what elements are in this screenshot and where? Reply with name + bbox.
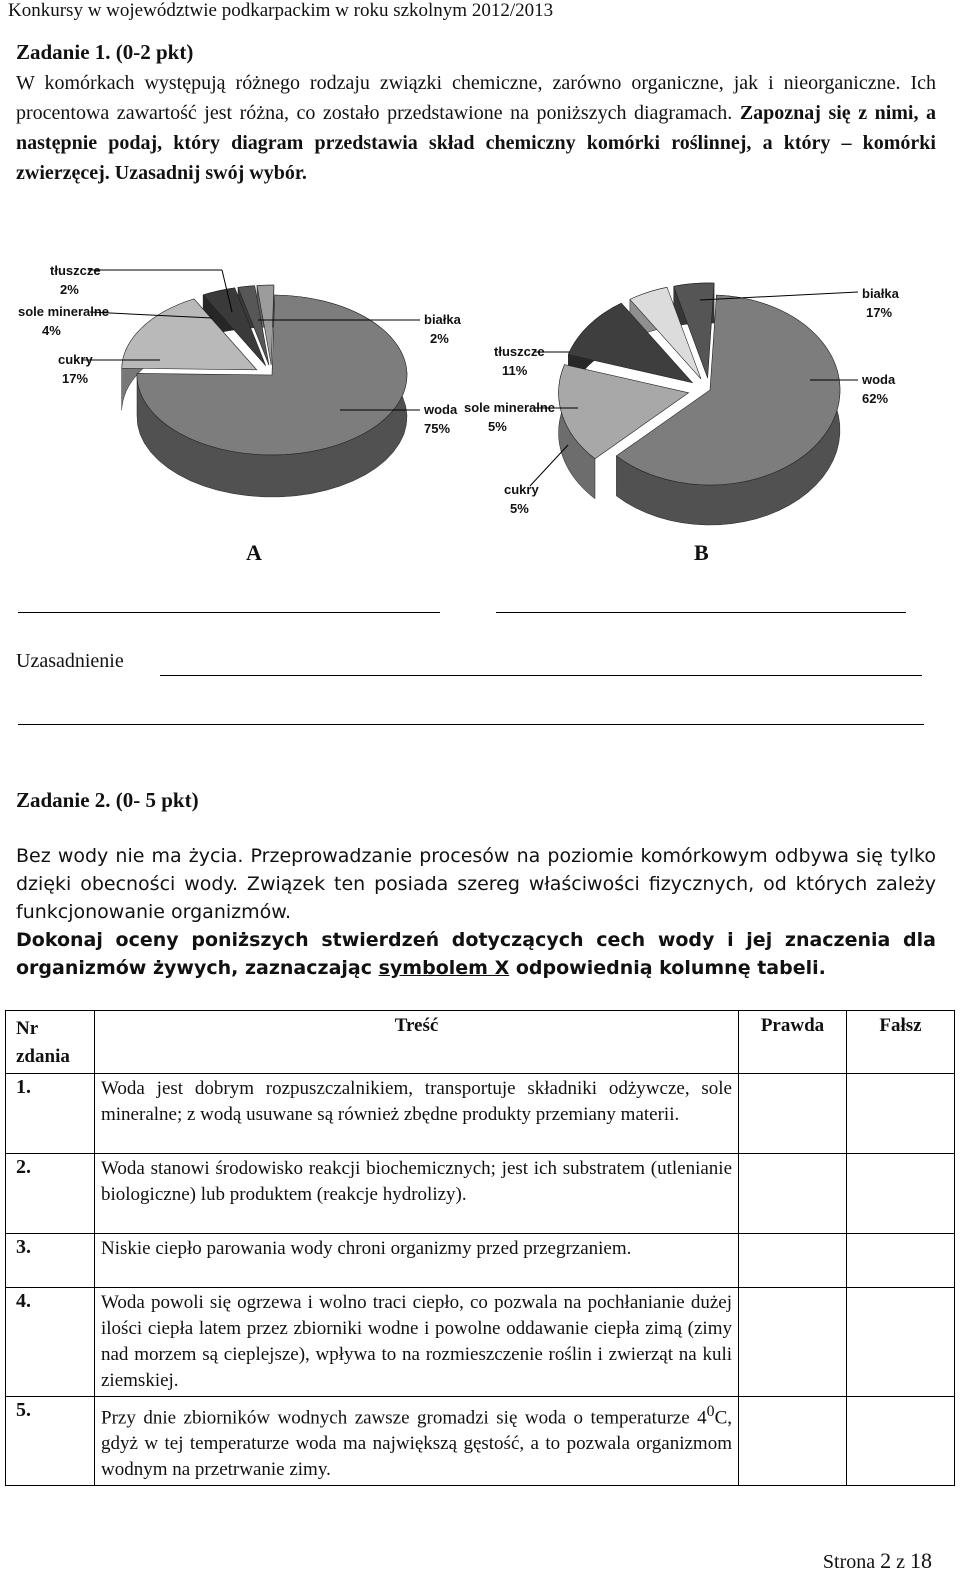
task2-paragraph <box>16 842 936 982</box>
row-number: 4. <box>6 1288 95 1397</box>
table-row <box>6 1288 955 1397</box>
footer-separator: z <box>896 1551 905 1573</box>
table-header-row <box>6 1011 955 1074</box>
footer-current-page: 2 <box>880 1548 892 1573</box>
footer-total-pages: 18 <box>910 1548 932 1573</box>
pie-b-label-sole-name: sole mineralne <box>464 400 556 415</box>
row-number: 3. <box>6 1234 95 1288</box>
page-header: Konkursy w województwie podkarpackim w roku szkolnym 2012/2013 <box>8 0 554 21</box>
true-cell[interactable] <box>739 1234 847 1288</box>
task1-title: Zadanie 1. (0-2 pkt) <box>16 40 194 64</box>
pie-a-label-bialka-value: 2% <box>430 331 449 346</box>
answer-line-a[interactable] <box>18 612 440 613</box>
header-nr: Nr zdania <box>6 1011 95 1074</box>
pie-b-label-tluszcze-value: 11% <box>502 363 528 378</box>
pie-a-label-sole-name: sole mineralne <box>18 304 110 319</box>
true-cell[interactable] <box>739 1074 847 1154</box>
pie-b-label-bialka-name: białka <box>862 286 899 301</box>
pie-b-label-sole-value: 5% <box>488 419 507 434</box>
pie-a-label-cukry-value: 17% <box>62 371 89 386</box>
footer-prefix: Strona <box>822 1551 876 1573</box>
false-cell[interactable] <box>847 1288 955 1397</box>
pie-a-label-cukry-name: cukry <box>58 352 93 367</box>
pie-b-label-cukry-name: cukry <box>504 482 539 497</box>
true-cell[interactable] <box>739 1288 847 1397</box>
false-cell[interactable] <box>847 1397 955 1486</box>
statements-table <box>5 1010 955 1486</box>
table-row <box>6 1154 955 1234</box>
false-cell[interactable] <box>847 1154 955 1234</box>
row-text-sup: 0 <box>706 1403 715 1420</box>
task2-instruction-underlined: symbolem X <box>378 957 510 979</box>
pie-a-label-woda-value: 75% <box>424 421 451 436</box>
pie-b-label-cukry-value: 5% <box>510 501 529 516</box>
table-row <box>6 1397 955 1486</box>
pie-chart-a <box>122 285 407 497</box>
header-false: Fałsz <box>847 1011 955 1074</box>
page-footer <box>823 1548 932 1574</box>
row-text: Niskie ciepło parowania wody chroni organizmy przed przegrzaniem. <box>95 1234 739 1288</box>
false-cell[interactable] <box>847 1074 955 1154</box>
row-text: Woda stanowi środowisko reakcji biochemicznych; jest ich substratem (utlenianie biologiczne) lub produktem (reakcje hydrolizy). <box>95 1154 739 1234</box>
row-number: 5. <box>6 1397 95 1486</box>
header-content: Treść <box>95 1011 739 1074</box>
pie-a-label-bialka-name: białka <box>424 312 461 327</box>
row-number: 1. <box>6 1074 95 1154</box>
pie-a-label-woda-name: woda <box>424 402 458 417</box>
row-text: Woda jest dobrym rozpuszczalnikiem, transportuje składniki odżywcze, sole mineralne; z wodą usuwane są również zbędne produkty przemiany materii. <box>95 1074 739 1154</box>
justification-line-1[interactable] <box>160 675 922 676</box>
row-text-before: Przy dnie zbiorników wodnych zawsze gromadzi się woda o temperaturze 4 <box>101 1407 707 1429</box>
justification-label: Uzasadnienie <box>16 650 124 672</box>
pie-a-label-tluszcze-name: tłuszcze <box>50 263 101 278</box>
task1-paragraph <box>16 68 936 188</box>
task2-instruction-start: Dokonaj oceny poniższych stwierdzeń dotyczących cech wody i jej znaczenia dla organizmów żywych, zaznaczając <box>16 929 936 979</box>
pie-b-label-bialka-value: 17% <box>866 305 893 320</box>
task1-instruction: Zapoznaj się z nimi, a następnie podaj, który diagram przedstawia skład chemiczny komórki roślinnej, a który – komórki zwierzęcej. Uzasadnij swój wybór. <box>16 102 937 184</box>
true-cell[interactable] <box>739 1154 847 1234</box>
pie-a-label-tluszcze-value: 2% <box>60 282 79 297</box>
pie-a-label-sole-value: 4% <box>42 323 61 338</box>
row-text: Woda powoli się ogrzewa i wolno traci ciepło, co pozwala na pochłanianie dużej ilości ciepła latem przez zbiorniki wodne i powolne oddawanie ciepła zimą (zimy nad morzem są cieplejsze), wpływa to na rozmieszczenie roślin i zwierząt na kuli ziemskiej. <box>95 1288 739 1397</box>
justification-line-2[interactable] <box>18 724 924 725</box>
pie-b-label-woda-value: 62% <box>862 391 889 406</box>
task2-instruction-end: odpowiednią kolumnę tabeli. <box>509 957 826 979</box>
pie-charts <box>0 240 960 540</box>
table-row <box>6 1234 955 1288</box>
pie-chart-b <box>559 283 840 525</box>
task2-instruction <box>16 929 936 979</box>
header-true: Prawda <box>739 1011 847 1074</box>
task1-intro: W komórkach występują różnego rodzaju związki chemiczne, zarówno organiczne, jak i nieorganiczne. Ich procentowa zawartość jest różna, co zostało przedstawione na poniższych diagramach. <box>16 72 936 124</box>
task2-intro: Bez wody nie ma życia. Przeprowadzanie procesów na poziomie komórkowym odbywa się tylko dzięki obecności wody. Związek ten posiada szereg właściwości fizycznych, od których zależy funkcjonowanie organizmów. <box>16 845 936 923</box>
table-row <box>6 1074 955 1154</box>
task2-title: Zadanie 2. (0- 5 pkt) <box>16 788 199 812</box>
row-number: 2. <box>6 1154 95 1234</box>
row-text <box>95 1397 739 1486</box>
pie-b-label-woda-name: woda <box>862 372 896 387</box>
row-text-after: C, gdyż w tej temperaturze woda ma największą gęstość, a to pozwala organizmom wodnym na przetrwanie zimy. <box>101 1407 732 1481</box>
pie-a-caption: A <box>246 540 262 565</box>
pie-b-label-tluszcze-name: tłuszcze <box>494 344 545 359</box>
true-cell[interactable] <box>739 1397 847 1486</box>
pie-b-caption: B <box>694 540 709 565</box>
answer-line-b[interactable] <box>496 612 906 613</box>
false-cell[interactable] <box>847 1234 955 1288</box>
